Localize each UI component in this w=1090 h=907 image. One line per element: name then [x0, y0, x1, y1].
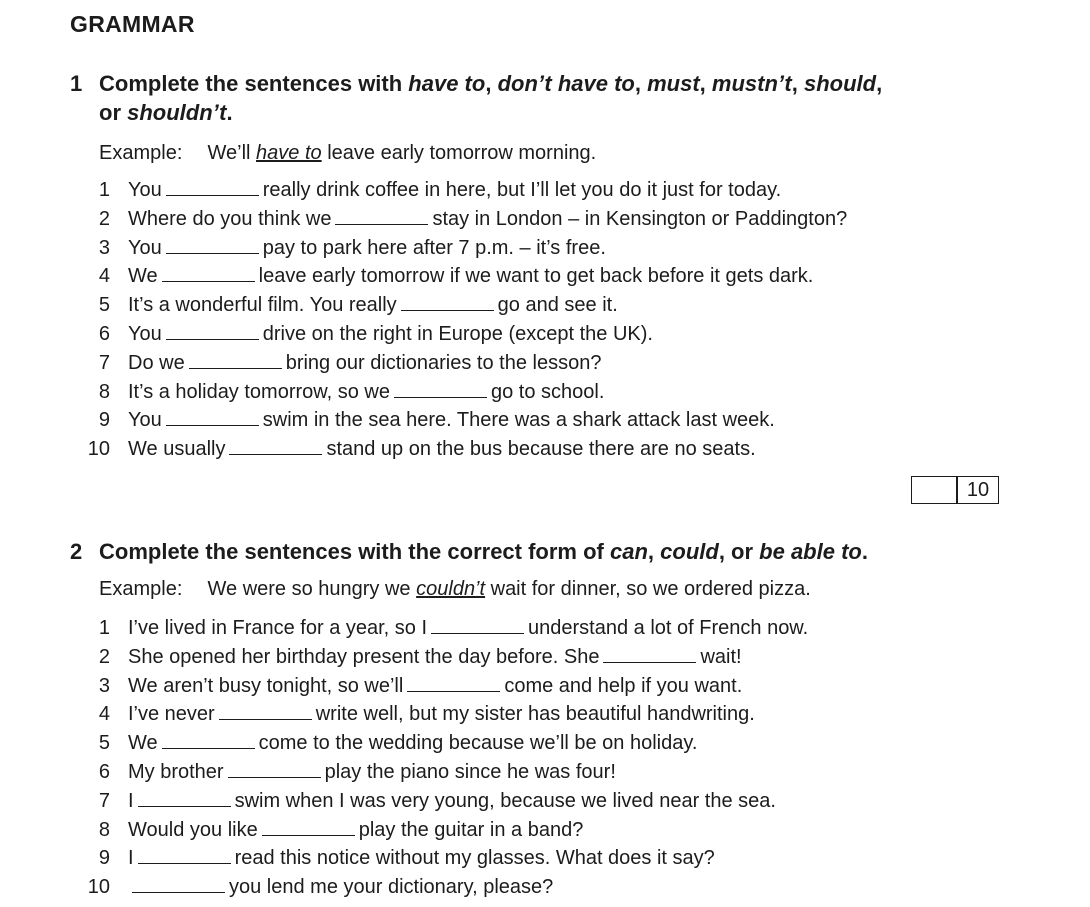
- item-text-after: pay to park here after 7 p.m. – it’s free.: [262, 236, 606, 259]
- item-number: 8: [98, 818, 110, 841]
- title-segment: must: [647, 71, 700, 96]
- item-number: 5: [98, 732, 110, 755]
- title-segment: don’t have to: [497, 71, 635, 96]
- answer-blank[interactable]: [162, 265, 255, 282]
- answer-blank[interactable]: [166, 409, 259, 426]
- example-text-before: We’ll: [207, 142, 257, 164]
- page-heading: GRAMMAR: [70, 11, 195, 37]
- item-text-before: We aren’t busy tonight, so we’ll: [128, 674, 404, 697]
- title-segment: can: [609, 539, 648, 564]
- item-text-after: you lend me your dictionary, please?: [229, 876, 554, 899]
- title-segment: .: [861, 539, 868, 564]
- item-number: 8: [98, 380, 110, 403]
- item-text-after: understand a lot of French now.: [528, 617, 809, 639]
- score-box: [911, 476, 999, 504]
- section-1-title-line2: [99, 100, 233, 126]
- example-text-after: leave early tomorrow morning.: [321, 142, 597, 164]
- item-number: 2: [98, 207, 110, 230]
- answer-blank[interactable]: [262, 819, 355, 836]
- item-text-after: swim in the sea here. There was a shark attack last week.: [262, 409, 775, 432]
- example-label: Example:: [99, 142, 183, 164]
- item-number: 7: [98, 789, 110, 812]
- item-text-after: come to the wedding because we’ll be on holiday.: [258, 732, 698, 755]
- item-number: 3: [98, 236, 110, 259]
- answer-blank[interactable]: [407, 675, 500, 692]
- item-number: 9: [98, 409, 110, 432]
- section-1-number: 1: [70, 71, 83, 96]
- score-max: 10: [966, 479, 990, 501]
- item-number: 3: [98, 674, 110, 697]
- item-text-before: She opened her birthday present the day before. She: [128, 645, 600, 668]
- title-segment: should: [803, 71, 877, 96]
- item-text-before: We usually: [128, 438, 226, 461]
- section-1-title: [99, 71, 882, 97]
- section-2-title: [99, 539, 868, 565]
- title-segment: ,: [876, 71, 883, 96]
- item-text-before: I’ve never: [128, 703, 215, 726]
- item-text-before: It’s a holiday tomorrow, so we: [128, 380, 390, 403]
- answer-blank[interactable]: [335, 208, 428, 225]
- item-number: 4: [98, 265, 110, 288]
- item-text-after: bring our dictionaries to the lesson?: [285, 351, 602, 374]
- title-segment: or: [99, 100, 128, 125]
- example-text-before: We were so hungry we: [207, 578, 417, 600]
- title-segment: mustn’t: [711, 71, 792, 96]
- item-text-before: My brother: [128, 761, 224, 783]
- answer-blank[interactable]: [166, 323, 259, 340]
- title-segment: Complete the sentences with: [99, 71, 409, 96]
- item-number: 5: [98, 294, 110, 317]
- item-text-after: write well, but my sister has beautiful handwriting.: [315, 703, 755, 726]
- item-number: 1: [98, 617, 110, 639]
- example-text-after: wait for dinner, so we ordered pizza.: [485, 578, 811, 600]
- item-number: 2: [98, 645, 110, 668]
- item-text-after: play the guitar in a band?: [358, 818, 584, 841]
- item-text-before: I: [128, 789, 134, 812]
- section-1-example: [99, 142, 596, 165]
- item-number: 1: [98, 179, 110, 201]
- example-answer: have to: [256, 142, 322, 164]
- title-segment: could: [660, 539, 719, 564]
- title-segment: be able to: [759, 539, 862, 564]
- answer-blank[interactable]: [132, 876, 225, 893]
- title-segment: shouldn’t: [127, 100, 227, 125]
- answer-blank[interactable]: [401, 294, 494, 311]
- title-segment: ,: [485, 71, 498, 96]
- item-text-before: I’ve lived in France for a year, so I: [128, 617, 428, 639]
- item-number: 9: [98, 847, 110, 870]
- title-segment: , or: [718, 539, 760, 564]
- item-text-after: stand up on the bus because there are no seats.: [326, 438, 756, 461]
- answer-blank[interactable]: [138, 847, 231, 864]
- section-2-example: [99, 578, 811, 601]
- item-number: 7: [98, 351, 110, 374]
- answer-blank[interactable]: [431, 617, 524, 634]
- answer-blank[interactable]: [394, 381, 487, 398]
- example-answer: couldn’t: [416, 578, 486, 600]
- item-text-before: It’s a wonderful film. You really: [128, 294, 397, 317]
- item-text-after: leave early tomorrow if we want to get back before it gets dark.: [258, 265, 814, 288]
- answer-blank[interactable]: [166, 179, 259, 196]
- title-segment: have to: [408, 71, 486, 96]
- answer-blank[interactable]: [189, 352, 282, 369]
- item-text-before: We: [128, 732, 158, 755]
- item-text-after: come and help if you want.: [504, 674, 743, 697]
- item-text-before: Would you like: [128, 818, 258, 841]
- title-segment: .: [226, 100, 233, 125]
- answer-blank[interactable]: [603, 646, 696, 663]
- item-text-before: You: [128, 323, 162, 345]
- item-text-after: drive on the right in Europe (except the UK).: [262, 323, 653, 345]
- item-text-after: stay in London – in Kensington or Paddington?: [432, 207, 848, 230]
- answer-blank[interactable]: [162, 732, 255, 749]
- section-2-number: 2: [70, 539, 83, 564]
- item-number: 4: [98, 703, 110, 726]
- answer-blank[interactable]: [166, 237, 259, 254]
- item-number: 10: [87, 438, 110, 461]
- item-text-before: You: [128, 179, 162, 201]
- item-text-after: read this notice without my glasses. What does it say?: [234, 847, 715, 870]
- item-text-before: You: [128, 236, 162, 259]
- answer-blank[interactable]: [219, 703, 312, 720]
- item-text-before: Where do you think we: [128, 207, 332, 230]
- item-text-after: go and see it.: [497, 294, 618, 317]
- title-segment: Complete the sentences with the correct form of: [99, 539, 610, 564]
- title-segment: ,: [699, 71, 712, 96]
- item-text-after: go to school.: [490, 380, 605, 403]
- item-text-before: Do we: [128, 351, 185, 374]
- title-segment: ,: [647, 539, 661, 564]
- title-segment: ,: [791, 71, 804, 96]
- answer-blank[interactable]: [229, 438, 322, 455]
- answer-blank[interactable]: [228, 761, 321, 778]
- item-text-after: really drink coffee in here, but I’ll let you do it just for today.: [262, 179, 782, 201]
- item-text-before: You: [128, 409, 162, 432]
- item-text-after: swim when I was very young, because we lived near the sea.: [234, 789, 776, 812]
- example-label: Example:: [99, 578, 183, 600]
- item-text-before: We: [128, 265, 158, 288]
- answer-blank[interactable]: [138, 790, 231, 807]
- item-text-after: play the piano since he was four!: [324, 761, 616, 783]
- item-number: 10: [87, 876, 110, 899]
- item-number: 6: [98, 323, 110, 345]
- title-segment: ,: [634, 71, 648, 96]
- item-number: 6: [98, 761, 110, 783]
- item-text-after: wait!: [700, 645, 742, 668]
- item-text-before: I: [128, 847, 134, 870]
